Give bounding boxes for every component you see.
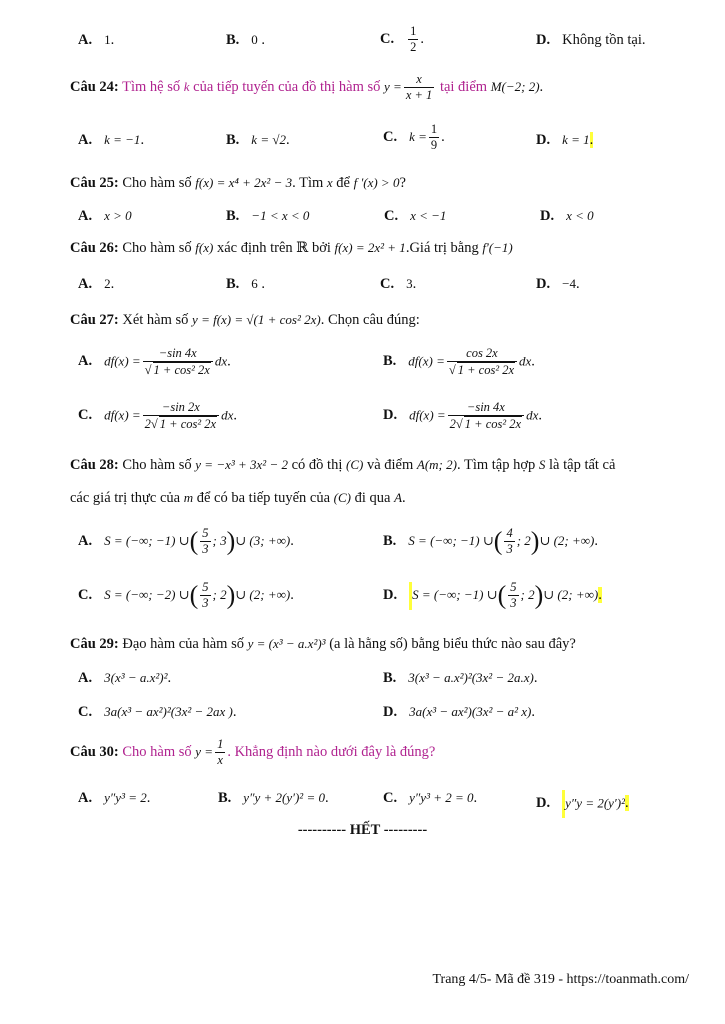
q24-option-b: B. k = √2. (226, 132, 290, 148)
q30-option-a: A. y″y³ = 2. (78, 790, 151, 806)
q26-option-a: A. 2. (78, 276, 115, 292)
q26-option-b: B. 6 . (226, 276, 266, 292)
q25-option-d: D. x < 0 (540, 208, 594, 224)
q27-stem: Câu 27: Xét hàm số y = f(x) = √(1 + cos² 2x). Chọn câu đúng: (70, 312, 420, 328)
q26-stem: Câu 26: Cho hàm số f(x) xác định trên ℝ bởi f(x) = 2x² + 1.Giá trị bằng f′(−1) (70, 240, 513, 256)
q25-option-b: B. −1 < x < 0 (226, 208, 310, 224)
q29-option-a: A. 3(x³ − a.x²)². (78, 670, 172, 686)
page-footer: Trang 4/5- Mã đề 319 - https://toanmath.com/ (432, 972, 689, 987)
q30-stem: Câu 30: Cho hàm số y = $\frac{1}{x}$ . Khẳng định nào dưới đây là đúng? (70, 737, 436, 767)
q23-option-d: D. Không tồn tại. (536, 32, 646, 48)
q28-option-b: B. S = (−∞; −1) ∪( $\frac{4}{3}$ ; 2)∪ (2; +∞). (383, 526, 598, 556)
q23-answers (0, 24, 725, 64)
q28-stem-line2: các giá trị thực của m để có ba tiếp tuyến của (C) đi qua A. (70, 490, 406, 506)
q25-option-a: A. x > 0 (78, 208, 132, 224)
q29-option-c: C. 3a(x³ − ax²)²(3x² − 2ax ). (78, 704, 237, 720)
q29-option-d: D. 3a(x³ − ax²)(3x² − a² x). (383, 704, 536, 720)
q28-option-c: C. S = (−∞; −2) ∪( $\frac{5}{3}$ ; 2)∪ (2; +∞). (78, 580, 294, 610)
q30-option-b: B. y″y + 2(y′)² = 0. (218, 790, 329, 806)
q23-option-b: B. 0 . (226, 32, 266, 48)
q24-option-d: D. k = 1. (536, 132, 594, 148)
q25-stem: Câu 25: Cho hàm số f(x) = x⁴ + 2x² − 3. Tìm x để f '(x) > 0? (70, 175, 406, 191)
q24-option-c: C. k = $\frac{1}{9}$ . (383, 122, 445, 152)
q25-option-c: C. x < −1 (384, 208, 447, 224)
q28-option-a: A. S = (−∞; −1) ∪( $\frac{5}{3}$ ; 3)∪ (3; +∞). (78, 526, 294, 556)
q24-stem: Câu 24: Tìm hệ số k của tiếp tuyến của đồ thị hàm số y = $\frac{x}{x + 1}$ tại điểm M(−2; 2). (70, 72, 544, 102)
q30-option-c: C. y″y³ + 2 = 0. (383, 790, 478, 806)
q27-option-a: A. df(x) = $\frac{-\sin 4x}{\text{√ 1 + cos² 2x}}$ dx. (78, 346, 231, 377)
q26-option-c: C. 3. (380, 276, 417, 292)
q30-option-d: D. y″y = 2(y′)². (536, 790, 629, 818)
q23-option-a: A. 1. (78, 32, 115, 48)
q29-stem: Câu 29: Đạo hàm của hàm số y = (x³ − a.x²)³ (a là hằng số) bằng biểu thức nào sau đây? (70, 636, 576, 652)
q27-option-d: D. df(x) = $\frac{-\sin 4x}{\text{2√ 1 + cos² 2x}}$ dx. (383, 400, 542, 431)
q24-option-a: A. k = −1. (78, 132, 145, 148)
q27-option-c: C. df(x) = $\frac{-\sin 2x}{\text{2√ 1 + cos² 2x}}$ dx. (78, 400, 237, 431)
q27-option-b: B. df(x) = $\frac{\cos 2x}{\text{√ 1 + cos² 2x}}$ dx. (383, 346, 535, 377)
q26-option-d: D. −4. (536, 276, 580, 292)
q28-option-d: D. S = (−∞; −1) ∪( $\frac{5}{3}$ ; 2)∪ (2; +∞). (383, 580, 602, 610)
q23-option-c: C. $\frac{1}{2}$ . (380, 24, 424, 54)
q28-stem: Câu 28: Cho hàm số y = −x³ + 3x² − 2 có đồ thị (C) và điểm A(m; 2). Tìm tập hợp S là tập tất cả (70, 457, 616, 473)
q29-option-b: B. 3(x³ − a.x²)²(3x² − 2a.x). (383, 670, 538, 686)
end-marker: ---------- HẾT --------- (297, 822, 428, 838)
